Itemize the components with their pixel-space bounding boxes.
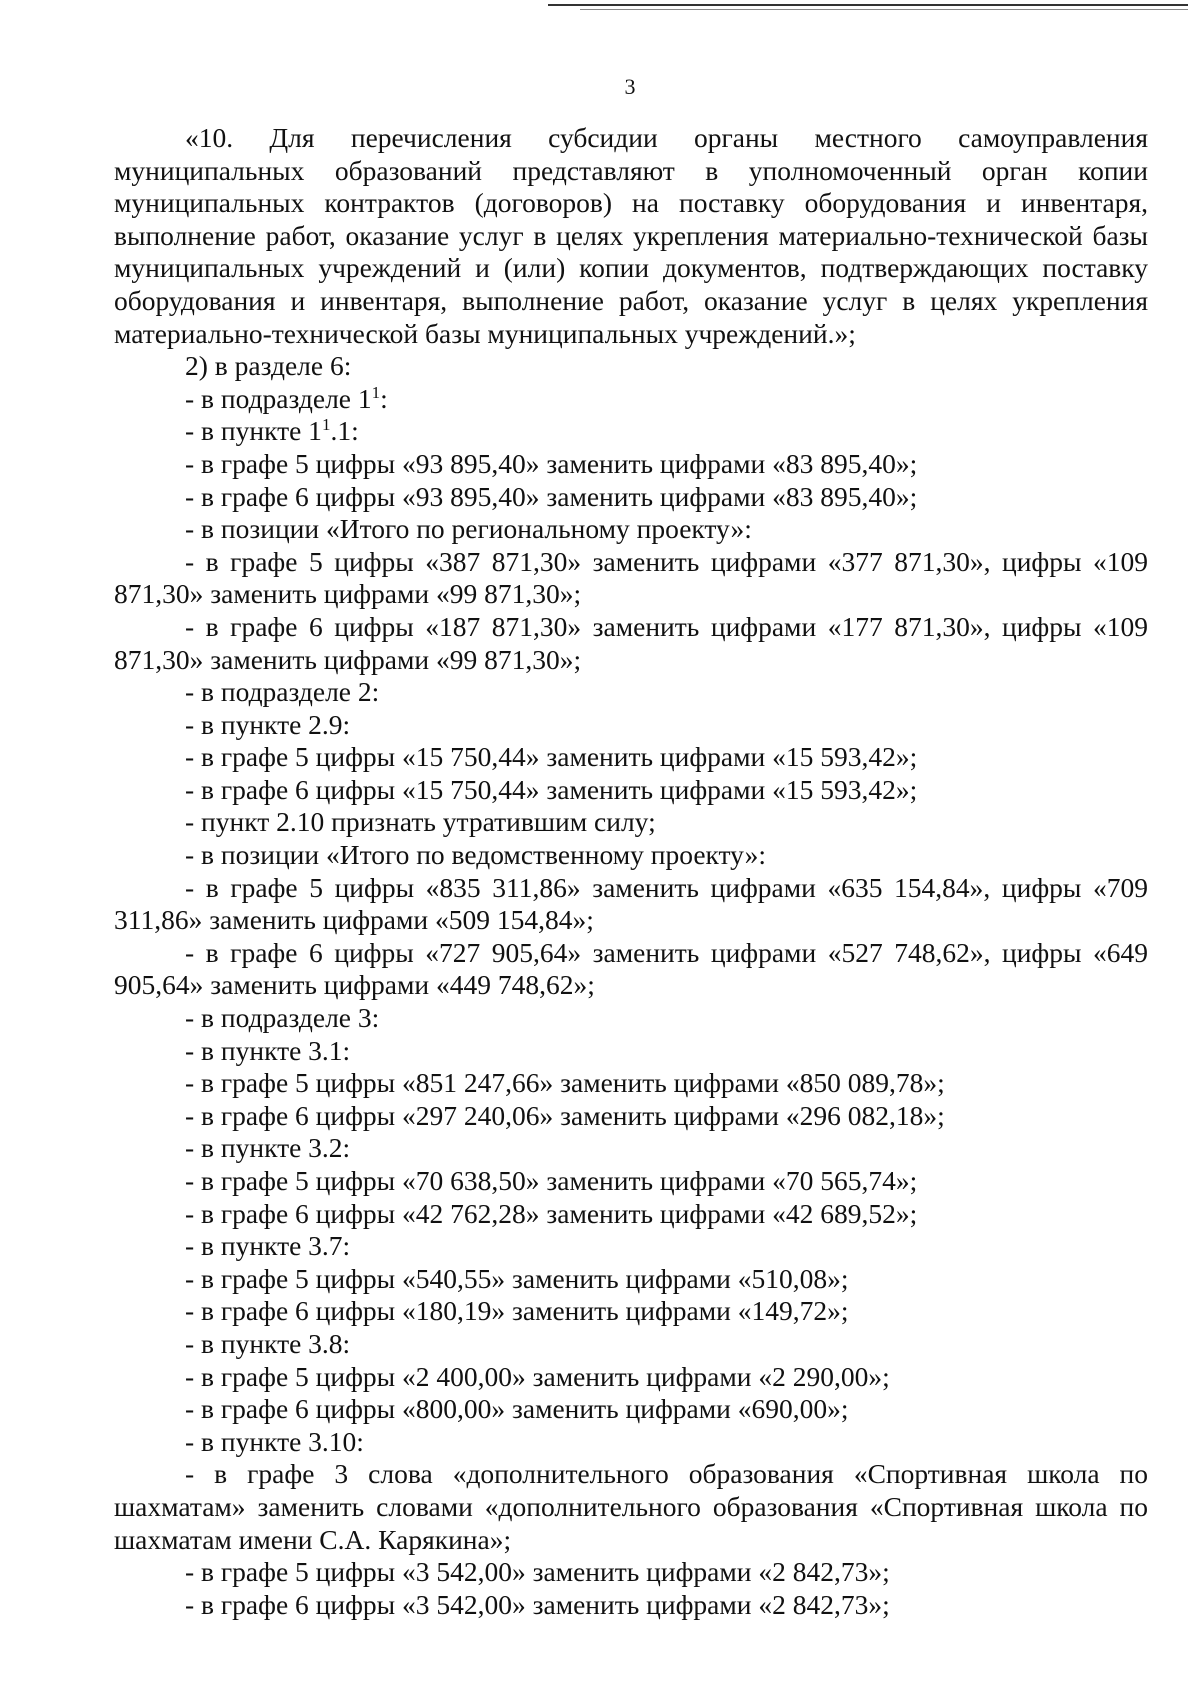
paragraph-amendment: - в графе 5 цифры «540,55» заменить цифрами «510,08»;: [185, 1262, 849, 1294]
paragraph-section-6: 2) в разделе 6:: [185, 350, 352, 382]
paragraph-amendment: - в графе 5 цифры «93 895,40» заменить цифрами «83 895,40»;: [185, 447, 918, 479]
superscript: 1: [321, 415, 331, 435]
paragraph-subsidy-transfer: «10. Для перечисления субсидии органы местного самоуправления муниципальных образований представляют в уполномоченный орган копии муниципальных контрактов (договоров) на поставку оборудования и инвентаря, выполнение работ, оказание услуг в целях укрепления материально-технической базы муниципальных учреждений и (или) копии документов, подтверждающих поставку оборудования и инвентаря, выполнение работ, оказание услуг в целях укрепления материально-технической базы муниципальных учреждений.»;: [114, 122, 1148, 349]
paragraph-amendment: - в графе 6 цифры «727 905,64» заменить цифрами «527 748,62», цифры «649 905,64» заменить цифрами «449 748,62»;: [114, 936, 1148, 1001]
paragraph-item-3-7: - в пункте 3.7:: [185, 1230, 351, 1262]
page-number: 3: [624, 74, 636, 99]
paragraph-amendment: - в графе 5 цифры «2 400,00» заменить цифрами «2 290,00»;: [185, 1360, 890, 1392]
paragraph-text: - в пункте 1: [185, 415, 322, 447]
paragraph-amendment: - в графе 3 слова «дополнительного образования «Спортивная школа по шахматам» заменить словами «дополнительного образования «Спортивная школа по шахматам имени С.А. Карякина»;: [114, 1458, 1148, 1555]
superscript: 1: [371, 382, 381, 402]
paragraph-amendment: - в графе 6 цифры «297 240,06» заменить цифрами «296 082,18»;: [185, 1099, 945, 1131]
paragraph-text: - в подразделе 1: [185, 382, 372, 414]
paragraph-amendment: - в графе 6 цифры «15 750,44» заменить цифрами «15 593,42»;: [185, 773, 918, 805]
paragraph-subsection-3: - в подразделе 3:: [185, 1002, 380, 1034]
paragraph-amendment: - в графе 5 цифры «835 311,86» заменить цифрами «635 154,84», цифры «709 311,86» заменить цифрами «509 154,84»;: [114, 871, 1148, 936]
paragraph-item-3-8: - в пункте 3.8:: [185, 1327, 351, 1359]
paragraph-amendment: - в графе 5 цифры «70 638,50» заменить цифрами «70 565,74»;: [185, 1165, 918, 1196]
paragraph-amendment: - в графе 6 цифры «42 762,28» заменить цифрами «42 689,52»;: [185, 1197, 918, 1229]
paragraph-amendment: - в графе 5 цифры «15 750,44» заменить цифрами «15 593,42»;: [185, 741, 918, 773]
paragraph-amendment: - в графе 6 цифры «93 895,40» заменить цифрами «83 895,40»;: [185, 480, 918, 512]
document-body: [114, 122, 1148, 1621]
paragraph-amendment: - в графе 6 цифры «800,00» заменить цифрами «690,00»;: [185, 1393, 849, 1425]
paragraph-departmental-total: - в позиции «Итого по ведомственному проекту»:: [185, 839, 767, 871]
paragraph-amendment: - в графе 6 цифры «187 871,30» заменить цифрами «177 871,30», цифры «109 871,30» заменить цифрами «99 871,30»;: [114, 610, 1148, 675]
paragraph-subsection-2: - в подразделе 2:: [185, 676, 380, 708]
paragraph-amendment: - в графе 5 цифры «387 871,30» заменить цифрами «377 871,30», цифры «109 871,30» заменить цифрами «99 871,30»;: [114, 545, 1148, 610]
paragraph-amendment: - в графе 6 цифры «3 542,00» заменить цифрами «2 842,73»;: [185, 1588, 890, 1620]
paragraph-amendment: - в графе 6 цифры «180,19» заменить цифрами «149,72»;: [185, 1295, 849, 1327]
paragraph-item-3-10: - в пункте 3.10:: [185, 1425, 364, 1457]
paragraph-item-1-1-1: [114, 415, 1148, 448]
paragraph-text: .1:: [330, 415, 359, 447]
paragraph-regional-total: - в позиции «Итого по региональному проекту»:: [185, 513, 752, 545]
paragraph-item-3-1: - в пункте 3.1:: [185, 1034, 351, 1066]
paragraph-item-3-2: - в пункте 3.2:: [185, 1132, 351, 1164]
paragraph-text: :: [380, 382, 388, 414]
paragraph-amendment: - в графе 5 цифры «3 542,00» заменить цифрами «2 842,73»;: [185, 1556, 890, 1588]
paragraph-subsection-1-1: [114, 383, 1148, 416]
top-border-line-thin: [580, 9, 1188, 10]
paragraph-item-2-10-void: - пункт 2.10 признать утратившим силу;: [185, 806, 656, 838]
paragraph-amendment: - в графе 5 цифры «851 247,66» заменить цифрами «850 089,78»;: [185, 1067, 945, 1099]
top-border-line: [548, 4, 1188, 6]
paragraph-item-2-9: - в пункте 2.9:: [185, 708, 351, 740]
